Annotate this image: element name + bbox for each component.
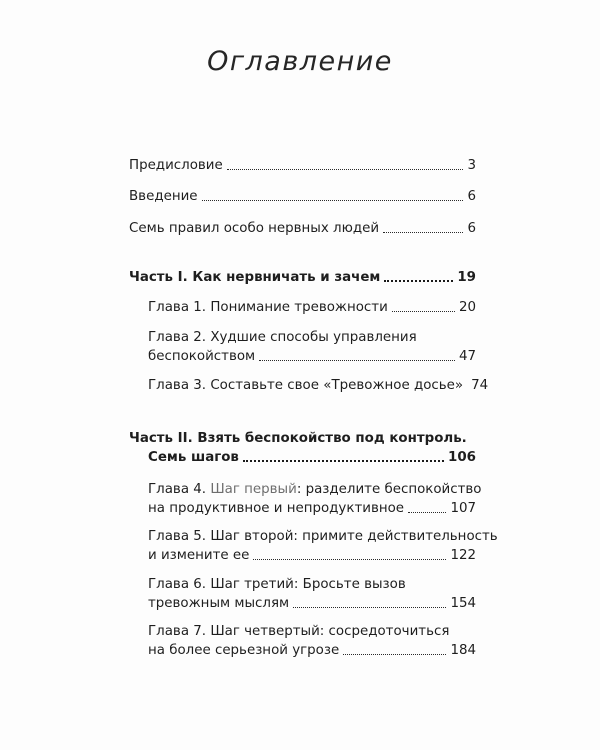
toc-page-number: 154 [450,596,476,611]
dot-leader [408,512,446,513]
toc-entry-label: Семь правил особо нервных людей [129,221,380,236]
toc-entry-label-line1: Глава 5. Шаг второй: примите действительность [148,529,498,544]
toc-part-2[interactable] [129,429,476,467]
toc-page-number: 107 [450,501,476,516]
toc-page-number: 6 [467,221,476,236]
toc-entry-label: Глава 1. Понимание тревожности [148,300,388,315]
toc-page-number: 74 [471,378,489,393]
toc-page-number: 184 [450,643,476,658]
toc-entry-label: Предисловие [129,158,223,173]
step-label: Шаг первый [210,482,297,497]
toc-page-number: 20 [458,300,476,315]
toc-page-number: 19 [457,270,476,285]
toc-page-number: 122 [450,548,476,563]
dot-leader [293,607,446,608]
chapter-prefix: Глава 4. [148,482,211,497]
toc-entry-label-line2: беспокойством [148,349,256,364]
dot-leader [243,460,444,462]
toc-page-number: 3 [467,158,476,173]
toc-entry-rules[interactable] [129,219,476,238]
toc-page-number: 47 [458,349,476,364]
toc-entry-label-line2: тревожным мыслям [148,596,290,611]
dot-leader [384,280,453,282]
toc-entry-label-line1 [148,480,482,499]
dot-leader [202,200,464,201]
page-title: Оглавление [207,46,393,77]
dot-leader [343,654,446,655]
toc-page-number: 6 [467,189,476,204]
toc-entry-label-line1: Глава 7. Шаг четвертый: сосредоточиться [148,624,450,639]
dot-leader [253,559,446,560]
toc-part-label-line1: Часть II. Взять беспокойство под контроль. [129,431,467,446]
toc-entry-intro[interactable] [129,187,476,206]
toc-entry-label-line1: Глава 6. Шаг третий: Бросьте вызов [148,577,406,592]
toc-part-label: Часть I. Как нервничать и зачем [129,270,381,285]
toc-entry-label-line1: Глава 2. Худшие способы управления [148,330,417,345]
toc-chapter-2[interactable] [148,328,476,366]
toc-chapter-4[interactable] [148,480,482,518]
toc-page-number: 106 [448,450,476,465]
toc-entry-label-line2: и измените ее [148,548,250,563]
toc-chapter-5[interactable] [148,527,498,565]
toc-part-label-line2: Семь шагов [148,450,239,465]
chapter-title-rest: : разделите беспокойство [296,482,482,497]
toc-part-1[interactable] [129,268,476,287]
dot-leader [392,311,455,312]
toc-chapter-7[interactable] [148,622,476,660]
toc-chapter-6[interactable] [148,575,476,613]
toc-entry-preface[interactable] [129,156,476,175]
dot-leader [259,360,455,361]
toc-entry-label-line2: на более серьезной угрозе [148,643,340,658]
toc-entry-label: Введение [129,189,198,204]
dot-leader [383,232,463,233]
toc-entry-label-line2: на продуктивное и непродуктивное [148,501,405,516]
toc-chapter-3[interactable] [148,376,489,395]
toc-chapter-1[interactable] [148,298,476,317]
toc-entry-label: Глава 3. Составьте свое «Тревожное досье» [148,378,464,393]
dot-leader [227,169,464,170]
